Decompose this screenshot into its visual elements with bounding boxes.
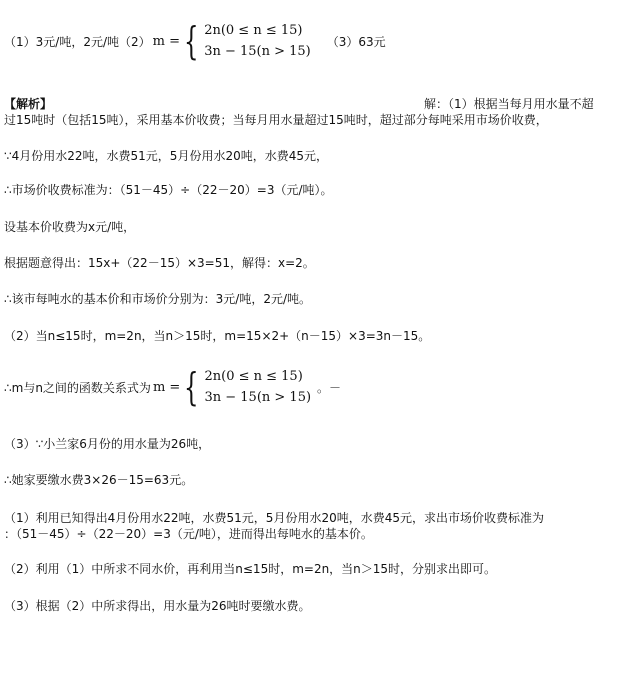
function-relation bbox=[4, 365, 342, 409]
function-cases bbox=[204, 369, 311, 405]
answer-line bbox=[4, 19, 386, 63]
answer-case-2: 3n − 15(n > 15) bbox=[204, 44, 311, 59]
function-case-2: 3n − 15(n > 15) bbox=[204, 390, 312, 405]
commentary-3: （3）根据（2）中所求得出，用水量为26吨时要缴水费。 bbox=[4, 599, 311, 613]
analysis-intro-right: 解：（1）根据当每月用水量不超 bbox=[424, 97, 594, 111]
analysis-equation: 根据题意得出：15x+（22－15）×3=51，解得：x=2。 bbox=[4, 256, 315, 270]
analysis-part-2: （2）当n≤15时，m=2n，当n＞15时，m=15×2+（n－15）×3=3n－15。 bbox=[4, 329, 431, 343]
left-brace-icon: { bbox=[184, 19, 199, 63]
answer-formula-lhs: m = bbox=[152, 33, 180, 49]
analysis-intro-cont: 过15吨时（包括15吨），采用基本价收费；当每月用水量超过15吨时，超过部分每吨采用市场价收费， bbox=[4, 113, 548, 127]
commentary-2: （2）利用（1）中所求不同水价，再利用当n≤15时，m=2n，当n＞15时，分别求出即可。 bbox=[4, 562, 497, 576]
analysis-market-price: ∴市场价收费标准为：（51－45）÷（22－20）=3（元/吨）。 bbox=[4, 183, 333, 197]
analysis-given: ∵4月份用水22吨，水费51元，5月份用水20吨，水费45元， bbox=[4, 149, 328, 163]
function-lhs: m = bbox=[152, 379, 181, 395]
answer-cases bbox=[204, 23, 311, 59]
commentary-1-line-2: ：（51－45）÷（22－20）=3（元/吨），进而得出每吨水的基本价。 bbox=[4, 527, 373, 541]
function-prefix: ∴m与n之间的函数关系式为 bbox=[4, 380, 151, 395]
function-case-1: 2n(0 ≤ n ≤ 15) bbox=[204, 369, 303, 384]
answer-part3: （3）63元 bbox=[326, 34, 386, 49]
analysis-tag: 【解析】 bbox=[4, 97, 53, 111]
left-brace-icon: { bbox=[184, 365, 199, 409]
analysis-conclusion-1: ∴该市每吨水的基本价和市场价分别为：3元/吨，2元/吨。 bbox=[4, 292, 311, 306]
analysis-let-x: 设基本价收费为x元/吨， bbox=[4, 220, 136, 234]
commentary-1-line-1: （1）利用已知得出4月份用水22吨，水费51元，5月份用水20吨，水费45元，求出市场价收费标准为 bbox=[4, 511, 544, 525]
function-suffix: 。－ bbox=[317, 380, 342, 395]
analysis-part-3-result: ∴她家要缴水费3×26－15=63元。 bbox=[4, 473, 194, 487]
answer-part1: （1）3元/吨，2元/吨（2） bbox=[4, 34, 151, 49]
answer-case-1: 2n(0 ≤ n ≤ 15) bbox=[204, 23, 303, 38]
analysis-part-3-given: （3）∵小兰家6月份的用水量为26吨， bbox=[4, 437, 211, 451]
